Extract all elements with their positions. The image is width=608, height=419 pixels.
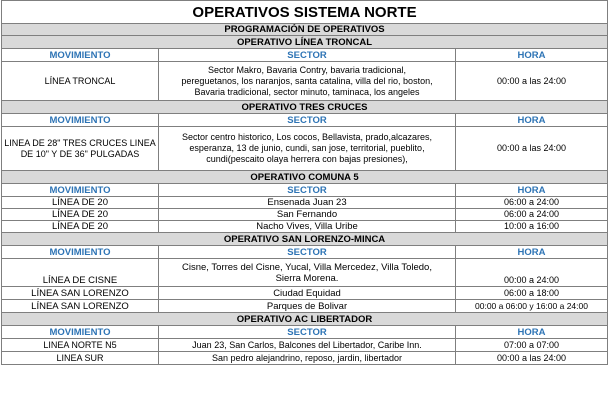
hora-cell: 00:00 a 06:00 y 16:00 a 24:00	[456, 300, 608, 313]
section-title-tres-cruces: OPERATIVO TRES CRUCES	[2, 101, 608, 114]
movimiento-cell: LINEA NORTE N5	[2, 339, 159, 352]
column-header-hora: HORA	[456, 114, 608, 127]
column-header-sector: SECTOR	[159, 114, 456, 127]
column-header-hora: HORA	[456, 184, 608, 197]
sector-line: Sector Makro, Bavaria Contry, bavaria tradicional,	[208, 64, 406, 75]
movimiento-cell: LÍNEA DE 20	[2, 221, 159, 233]
section-title-ac-libertador: OPERATIVO AC LIBERTADOR	[2, 313, 608, 326]
column-header-row	[2, 114, 608, 127]
section-header-row	[2, 101, 608, 114]
sector-line: esperanza, 13 de junio, cundi, san jose, territorial, pueblito,	[189, 143, 425, 153]
sector-line: Cisne, Torres del Cisne, Yucal, Villa Mercedez, Villa Toledo,	[182, 261, 432, 273]
sector-line: cundi(pescaito olaya herrera con bajas presiones),	[206, 154, 408, 164]
section-header-row	[2, 233, 608, 246]
column-header-sector: SECTOR	[159, 326, 456, 339]
table-row	[2, 209, 608, 221]
sector-cell	[159, 62, 456, 101]
hora-cell: 00:00 a 24:00	[456, 259, 608, 287]
sector-cell: Ensenada Juan 23	[159, 197, 456, 209]
section-title-comuna-5: OPERATIVO COMUNA 5	[2, 171, 608, 184]
column-header-hora: HORA	[456, 49, 608, 62]
section-header-row	[2, 36, 608, 49]
table-row	[2, 127, 608, 171]
table-row	[2, 197, 608, 209]
movimiento-cell: LINEA SUR	[2, 352, 159, 365]
page-subtitle: PROGRAMACIÓN DE OPERATIVOS	[2, 24, 608, 36]
hora-cell: 06:00 a 24:00	[456, 209, 608, 221]
movimiento-cell: LÍNEA DE 20	[2, 197, 159, 209]
movimiento-cell: LÍNEA SAN LORENZO	[2, 287, 159, 300]
column-header-row	[2, 326, 608, 339]
table-row	[2, 287, 608, 300]
column-header-sector: SECTOR	[159, 49, 456, 62]
hora-cell: 00:00 a las 24:00	[456, 352, 608, 365]
column-header-hora: HORA	[456, 246, 608, 259]
column-header-sector: SECTOR	[159, 246, 456, 259]
column-header-row	[2, 246, 608, 259]
column-header-movimiento: MOVIMIENTO	[2, 114, 159, 127]
movimiento-cell: LÍNEA SAN LORENZO	[2, 300, 159, 313]
table-row	[2, 259, 608, 287]
movimiento-cell	[2, 127, 159, 171]
sector-cell: San Fernando	[159, 209, 456, 221]
hora-cell: 07:00 a 07:00	[456, 339, 608, 352]
hora-cell: 06:00 a 24:00	[456, 197, 608, 209]
table-row	[2, 62, 608, 101]
movimiento-line: DE 10" Y DE 36" PULGADAS	[20, 148, 140, 159]
column-header-hora: HORA	[456, 326, 608, 339]
hora-cell: 10:00 a 16:00	[456, 221, 608, 233]
column-header-movimiento: MOVIMIENTO	[2, 49, 159, 62]
sector-cell	[159, 127, 456, 171]
column-header-sector: SECTOR	[159, 184, 456, 197]
sector-line: Sector centro historico, Los cocos, Bellavista, prado,alcazares,	[181, 132, 433, 142]
column-header-row	[2, 184, 608, 197]
sector-cell	[159, 259, 456, 287]
section-header-row	[2, 171, 608, 184]
column-header-movimiento: MOVIMIENTO	[2, 184, 159, 197]
sector-line: Sierra Morena.	[275, 272, 339, 284]
sector-cell: Nacho Vives, Villa Uribe	[159, 221, 456, 233]
sector-line: Bavaria tradicional, sector minuto, taminaca, los angeles	[194, 86, 420, 97]
movimiento-line: LINEA DE 28" TRES CRUCES LINEA	[4, 137, 156, 148]
page-title: OPERATIVOS SISTEMA NORTE	[2, 1, 608, 24]
sector-cell: Parques de Bolivar	[159, 300, 456, 313]
movimiento-cell: LÍNEA TRONCAL	[2, 62, 159, 101]
sector-cell: San pedro alejandrino, reposo, jardin, libertador	[159, 352, 456, 365]
section-header-row	[2, 313, 608, 326]
column-header-movimiento: MOVIMIENTO	[2, 326, 159, 339]
sector-cell: Juan 23, San Carlos, Balcones del Libertador, Caribe Inn.	[159, 339, 456, 352]
section-title-san-lorenzo-minca: OPERATIVO SAN LORENZO-MINCA	[2, 233, 608, 246]
movimiento-cell: LÍNEA DE CISNE	[2, 259, 159, 287]
hora-cell: 06:00 a 18:00	[456, 287, 608, 300]
column-header-row	[2, 49, 608, 62]
movimiento-cell: LÍNEA DE 20	[2, 209, 159, 221]
subtitle-row	[2, 24, 608, 36]
title-row	[2, 1, 608, 24]
table-row	[2, 352, 608, 365]
table-row	[2, 300, 608, 313]
operativos-table	[1, 0, 608, 365]
hora-cell: 00:00 a las 24:00	[456, 127, 608, 171]
section-title-linea-troncal: OPERATIVO LÍNEA TRONCAL	[2, 36, 608, 49]
table-row	[2, 221, 608, 233]
sector-line: pereguetanos, los naranjos, santa catalina, villa del rio, boston,	[181, 75, 433, 86]
sector-cell: Ciudad Equidad	[159, 287, 456, 300]
table-row	[2, 339, 608, 352]
column-header-movimiento: MOVIMIENTO	[2, 246, 159, 259]
hora-cell: 00:00 a las 24:00	[456, 62, 608, 101]
